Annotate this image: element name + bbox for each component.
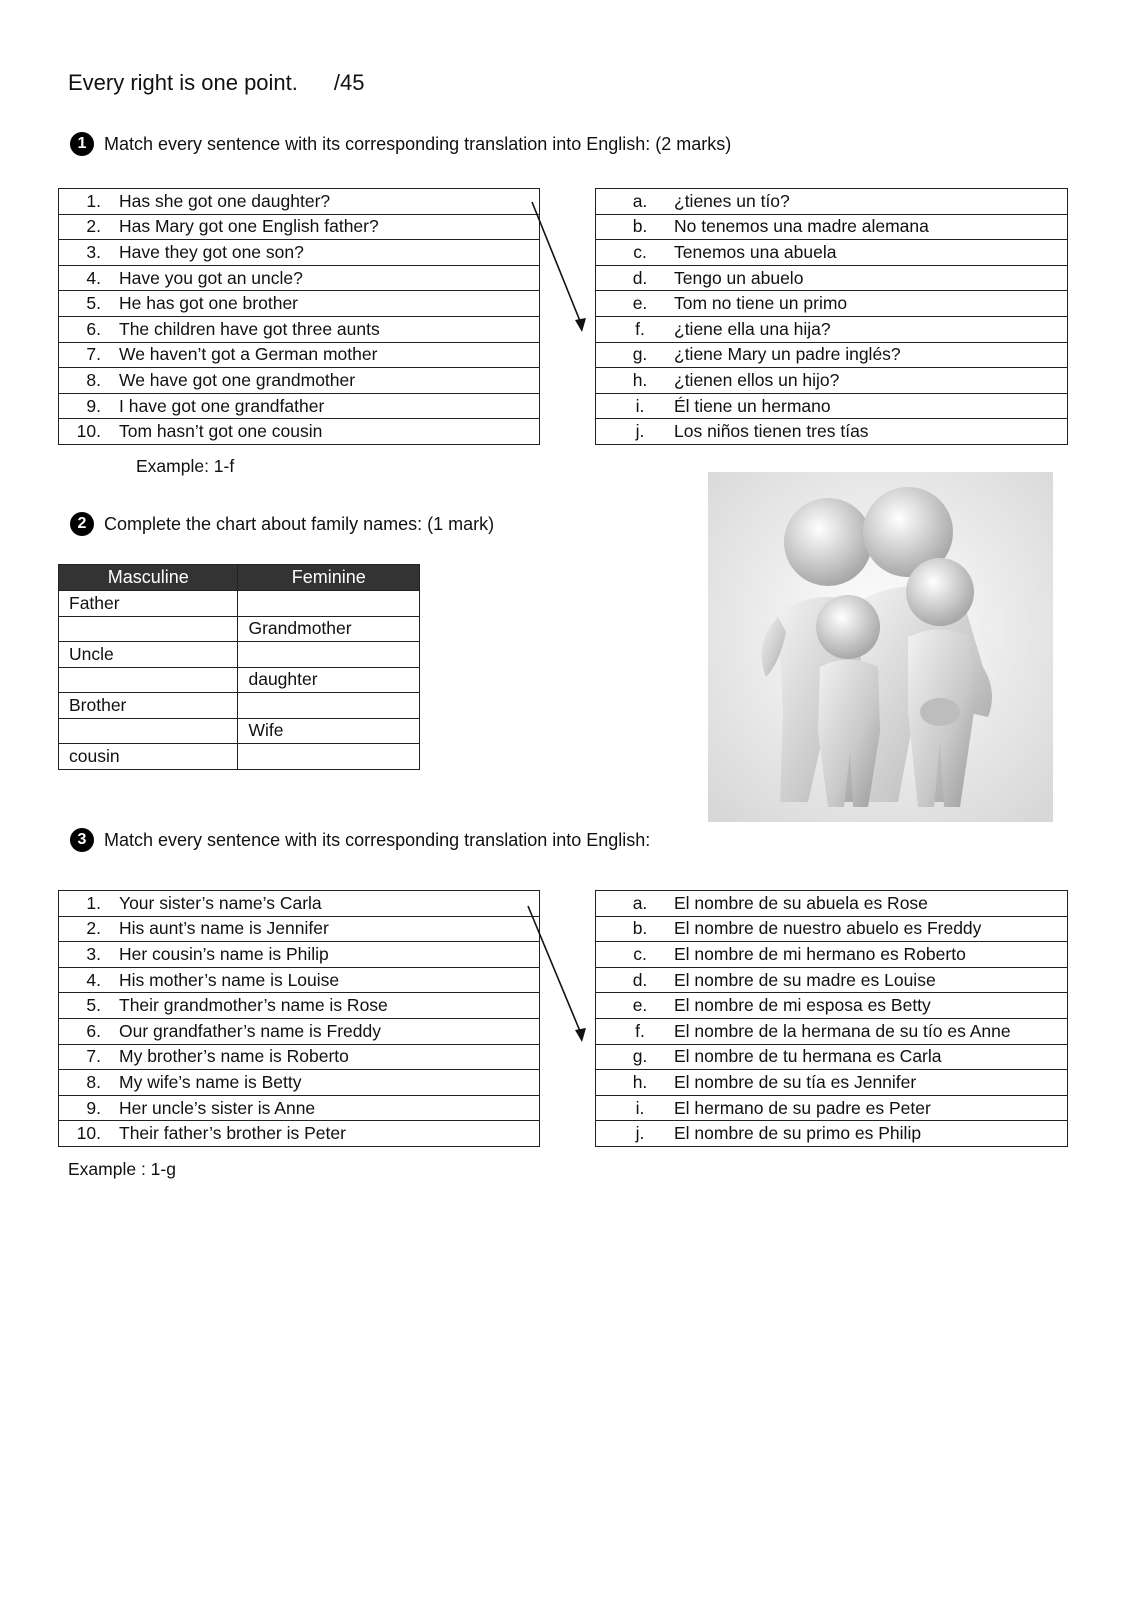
q3-left-item — [59, 1021, 539, 1042]
q1-right-text: ¿tiene Mary un padre inglés? — [674, 344, 901, 365]
q3-left-marker: 6. — [86, 1020, 101, 1041]
q1-right-row — [596, 342, 1068, 368]
q1-left-text: We haven’t got a German mother — [119, 344, 378, 365]
q1-left-cell — [59, 419, 540, 445]
q1-right-cell — [596, 342, 1068, 368]
q3-right-text: El nombre de mi esposa es Betty — [674, 995, 931, 1016]
q1-left-marker: 4. — [86, 267, 101, 288]
q3-right-item — [596, 1021, 1067, 1042]
q3-right-text: El hermano de su padre es Peter — [674, 1097, 931, 1118]
q1-left-marker: 2. — [86, 216, 101, 237]
q3-left-text: Your sister’s name’s Carla — [119, 892, 322, 913]
q3-left-row — [59, 1018, 540, 1044]
q1-right-cell — [596, 368, 1068, 394]
q1-left-item — [59, 319, 539, 340]
q3-right-text: El nombre de su madre es Louise — [674, 969, 936, 990]
family-chart-row — [59, 591, 420, 617]
q3-right-cell — [596, 891, 1068, 917]
q3-left-marker: 8. — [86, 1071, 101, 1092]
q3-left-cell — [59, 1070, 540, 1096]
q3-instruction: Match every sentence with its corresponding translation into English: — [104, 829, 651, 850]
q3-right-marker: b. — [632, 918, 648, 939]
q3-right-item — [596, 1123, 1067, 1144]
q3-right-cell — [596, 1095, 1068, 1121]
q3-left-row — [59, 967, 540, 993]
q3-left-cell — [59, 967, 540, 993]
q3-right-item — [596, 1098, 1067, 1119]
q1-left-cell — [59, 189, 540, 215]
q1-left-cell — [59, 316, 540, 342]
family-chart-row — [59, 693, 420, 719]
masculine-cell: Uncle — [59, 642, 238, 668]
q1-left-cell — [59, 265, 540, 291]
q1-right-cell — [596, 419, 1068, 445]
q1-right-item — [596, 319, 1067, 340]
q1-left-text: Have they got one son? — [119, 241, 304, 262]
masculine-cell: cousin — [59, 744, 238, 770]
feminine-cell: Wife — [238, 718, 420, 744]
q1-left-marker: 8. — [86, 369, 101, 390]
q3-example: Example : 1-g — [68, 1159, 176, 1179]
q1-right-row — [596, 291, 1068, 317]
q1-right-item — [596, 293, 1067, 314]
q3-left-marker: 9. — [86, 1097, 101, 1118]
q1-right-row — [596, 419, 1068, 445]
q1-right-text: Tom no tiene un primo — [674, 293, 848, 314]
q1-right-marker: e. — [632, 293, 648, 314]
q1-left-row — [59, 316, 540, 342]
masculine-cell[interactable] — [59, 616, 238, 642]
q1-left-item — [59, 344, 539, 365]
q3-right-text: El nombre de su tía es Jennifer — [674, 1071, 917, 1092]
q1-left-row — [59, 419, 540, 445]
q1-right-text: ¿tienes un tío? — [674, 190, 790, 211]
feminine-cell[interactable] — [238, 642, 420, 668]
q1-right-row — [596, 240, 1068, 266]
feminine-cell[interactable] — [238, 591, 420, 617]
q1-right-text: ¿tienen ellos un hijo? — [674, 369, 840, 390]
q3-right-marker: j. — [635, 1123, 645, 1144]
q1-left-marker: 5. — [86, 293, 101, 314]
q3-left-marker: 2. — [86, 918, 101, 939]
q1-right-item — [596, 242, 1067, 263]
q1-right-marker: j. — [635, 421, 645, 442]
q3-left-cell — [59, 942, 540, 968]
q3-right-row — [596, 1095, 1068, 1121]
q1-left-text: Has she got one daughter? — [119, 190, 331, 211]
q3-left-marker: 1. — [86, 892, 101, 913]
q1-left-item — [59, 268, 539, 289]
q1-right-marker: f. — [635, 318, 645, 339]
q3-number-badge: 3 — [70, 828, 94, 852]
q1-example-arrow — [520, 190, 600, 340]
q3-left-item — [59, 918, 539, 939]
q3-right-cell — [596, 916, 1068, 942]
q1-right-marker: g. — [632, 344, 648, 365]
q1-left-cell — [59, 368, 540, 394]
q1-right-text: Tenemos una abuela — [674, 241, 837, 262]
q3-right-text: El nombre de tu hermana es Carla — [674, 1046, 942, 1067]
q3-left-cell — [59, 1018, 540, 1044]
q1-instruction: Match every sentence with its corresponding translation into English: (2 marks) — [104, 133, 732, 154]
q3-right-item — [596, 918, 1067, 939]
q1-right-text: Tengo un abuelo — [674, 267, 804, 288]
family-chart-row — [59, 616, 420, 642]
q3-left-row — [59, 1044, 540, 1070]
q1-right-row — [596, 265, 1068, 291]
page-header — [68, 70, 365, 96]
q1-left-cell — [59, 291, 540, 317]
q3-right-marker: g. — [632, 1046, 648, 1067]
q1-right-item — [596, 216, 1067, 237]
q1-left-text: Has Mary got one English father? — [119, 216, 379, 237]
family-chart-row — [59, 667, 420, 693]
q3-left-table — [58, 890, 540, 1147]
q1-right-marker: h. — [632, 369, 648, 390]
q1-right-item — [596, 191, 1067, 212]
q3-right-row — [596, 1070, 1068, 1096]
q1-right-text: No tenemos una madre alemana — [674, 216, 929, 237]
q3-right-text: El nombre de su abuela es Rose — [674, 892, 928, 913]
masculine-cell[interactable] — [59, 718, 238, 744]
q1-left-row — [59, 368, 540, 394]
q3-right-text: El nombre de su primo es Philip — [674, 1123, 922, 1144]
q3-left-row — [59, 993, 540, 1019]
q3-right-marker: d. — [632, 969, 648, 990]
q1-right-row — [596, 214, 1068, 240]
q1-left-row — [59, 214, 540, 240]
q1-right-text: ¿tiene ella una hija? — [674, 318, 831, 339]
q1-left-marker: 6. — [86, 318, 101, 339]
q1-left-row — [59, 265, 540, 291]
family-chart-row — [59, 744, 420, 770]
q3-left-marker: 5. — [86, 995, 101, 1016]
q1-left-marker: 7. — [86, 344, 101, 365]
q3-right-cell — [596, 1121, 1068, 1147]
q3-right-item — [596, 1072, 1067, 1093]
q1-right-text: Los niños tienen tres tías — [674, 421, 869, 442]
q1-left-text: The children have got three aunts — [119, 318, 380, 339]
family-names-chart — [58, 564, 420, 770]
q1-left-item — [59, 370, 539, 391]
q3-left-row — [59, 1121, 540, 1147]
q3-right-cell — [596, 1044, 1068, 1070]
q1-left-item — [59, 293, 539, 314]
feminine-cell: Grandmother — [238, 616, 420, 642]
q1-left-row — [59, 342, 540, 368]
q2-heading — [70, 512, 494, 536]
q1-example: Example: 1-f — [136, 456, 235, 476]
q3-right-marker: i. — [635, 1097, 645, 1118]
q1-left-cell — [59, 214, 540, 240]
family-figures-icon — [708, 472, 1053, 822]
q1-left-item — [59, 242, 539, 263]
q1-left-item — [59, 191, 539, 212]
q1-right-item — [596, 370, 1067, 391]
q3-right-cell — [596, 993, 1068, 1019]
q3-left-text: His mother’s name is Louise — [119, 969, 340, 990]
q1-left-cell — [59, 240, 540, 266]
feminine-header: Feminine — [238, 565, 420, 591]
q3-example-arrow — [516, 896, 600, 1046]
q1-left-text: Tom hasn’t got one cousin — [119, 421, 323, 442]
q1-right-cell — [596, 240, 1068, 266]
q3-right-item — [596, 893, 1067, 914]
q3-left-item — [59, 1123, 539, 1144]
q3-right-row — [596, 1121, 1068, 1147]
q1-right-cell — [596, 316, 1068, 342]
q1-right-row — [596, 368, 1068, 394]
q3-right-row — [596, 1018, 1068, 1044]
q1-right-marker: c. — [633, 241, 647, 262]
q3-right-item — [596, 995, 1067, 1016]
q1-right-marker: i. — [635, 395, 645, 416]
q1-right-cell — [596, 265, 1068, 291]
q1-right-item — [596, 344, 1067, 365]
q1-left-text: He has got one brother — [119, 293, 299, 314]
q3-left-text: Her cousin’s name is Philip — [119, 943, 329, 964]
q3-left-marker: 10. — [76, 1123, 101, 1144]
q1-left-row — [59, 291, 540, 317]
header-score: /45 — [333, 70, 365, 95]
q3-left-row — [59, 891, 540, 917]
q3-right-row — [596, 993, 1068, 1019]
q1-left-cell — [59, 342, 540, 368]
q3-left-row — [59, 942, 540, 968]
family-figures-image — [708, 472, 1053, 822]
q1-left-item — [59, 216, 539, 237]
q3-right-table — [595, 890, 1068, 1147]
q1-right-item — [596, 268, 1067, 289]
q3-right-marker: a. — [632, 892, 648, 913]
q1-right-text: Él tiene un hermano — [674, 395, 831, 416]
header-title: Every right is one point. — [68, 70, 298, 95]
q3-left-cell — [59, 916, 540, 942]
q3-right-marker: e. — [632, 995, 648, 1016]
masculine-header: Masculine — [59, 565, 238, 591]
q2-number-badge: 2 — [70, 512, 94, 536]
q3-left-text: My brother’s name is Roberto — [119, 1046, 349, 1067]
q1-right-row — [596, 393, 1068, 419]
q1-right-item — [596, 421, 1067, 442]
q1-left-marker: 3. — [86, 241, 101, 262]
masculine-cell[interactable] — [59, 667, 238, 693]
q3-right-cell — [596, 967, 1068, 993]
q1-right-cell — [596, 393, 1068, 419]
q3-heading — [70, 828, 650, 852]
q1-right-marker: b. — [632, 216, 648, 237]
q1-right-cell — [596, 189, 1068, 215]
q1-left-row — [59, 189, 540, 215]
q1-left-table — [58, 188, 540, 445]
q3-left-row — [59, 1070, 540, 1096]
q3-left-text: My wife’s name is Betty — [119, 1071, 302, 1092]
q1-left-text: Have you got an uncle? — [119, 267, 303, 288]
masculine-cell: Father — [59, 591, 238, 617]
q3-left-item — [59, 1098, 539, 1119]
q3-right-row — [596, 1044, 1068, 1070]
q1-heading — [70, 132, 731, 156]
q3-right-row — [596, 942, 1068, 968]
q3-left-marker: 7. — [86, 1046, 101, 1067]
q1-right-marker: a. — [632, 190, 648, 211]
q1-left-item — [59, 396, 539, 417]
q1-right-row — [596, 316, 1068, 342]
q1-right-table — [595, 188, 1068, 445]
q1-right-item — [596, 396, 1067, 417]
q1-right-marker: d. — [632, 267, 648, 288]
q3-left-row — [59, 1095, 540, 1121]
q1-left-text: We have got one grandmother — [119, 369, 356, 390]
q3-left-row — [59, 916, 540, 942]
q1-left-marker: 10. — [76, 421, 101, 442]
q1-left-row — [59, 240, 540, 266]
q3-left-text: Her uncle’s sister is Anne — [119, 1097, 316, 1118]
feminine-cell[interactable] — [238, 693, 420, 719]
q3-right-item — [596, 970, 1067, 991]
q1-left-row — [59, 393, 540, 419]
q3-left-marker: 3. — [86, 943, 101, 964]
q3-right-text: El nombre de la hermana de su tío es Anne — [674, 1020, 1011, 1041]
q3-right-row — [596, 891, 1068, 917]
q3-right-item — [596, 944, 1067, 965]
q3-left-marker: 4. — [86, 969, 101, 990]
q3-left-text: Their grandmother’s name is Rose — [119, 995, 388, 1016]
q1-left-item — [59, 421, 539, 442]
q1-left-cell — [59, 393, 540, 419]
q3-left-item — [59, 944, 539, 965]
q1-left-marker: 1. — [86, 190, 101, 211]
q1-number-badge: 1 — [70, 132, 94, 156]
q1-right-row — [596, 189, 1068, 215]
q3-left-cell — [59, 1095, 540, 1121]
q3-left-item — [59, 1046, 539, 1067]
q3-left-text: Their father’s brother is Peter — [119, 1123, 346, 1144]
q3-left-cell — [59, 993, 540, 1019]
family-chart-row — [59, 642, 420, 668]
q3-right-cell — [596, 1018, 1068, 1044]
q3-right-cell — [596, 942, 1068, 968]
q3-right-marker: h. — [632, 1071, 648, 1092]
q3-left-text: His aunt’s name is Jennifer — [119, 918, 329, 939]
masculine-cell: Brother — [59, 693, 238, 719]
q1-left-marker: 9. — [86, 395, 101, 416]
q1-right-cell — [596, 291, 1068, 317]
q3-left-item — [59, 970, 539, 991]
q3-right-row — [596, 916, 1068, 942]
q3-right-marker: f. — [635, 1020, 645, 1041]
family-chart-row — [59, 718, 420, 744]
feminine-cell: daughter — [238, 667, 420, 693]
q2-instruction: Complete the chart about family names: (1 mark) — [104, 513, 495, 534]
feminine-cell[interactable] — [238, 744, 420, 770]
q1-left-text: I have got one grandfather — [119, 395, 325, 416]
q3-right-text: El nombre de nuestro abuelo es Freddy — [674, 918, 982, 939]
q3-left-item — [59, 995, 539, 1016]
q3-left-cell — [59, 891, 540, 917]
q3-right-text: El nombre de mi hermano es Roberto — [674, 943, 966, 964]
q3-left-item — [59, 1072, 539, 1093]
q3-right-row — [596, 967, 1068, 993]
q3-left-cell — [59, 1121, 540, 1147]
q3-right-marker: c. — [633, 943, 647, 964]
q3-right-item — [596, 1046, 1067, 1067]
q3-left-item — [59, 893, 539, 914]
q3-left-text: Our grandfather’s name is Freddy — [119, 1020, 381, 1041]
q3-right-cell — [596, 1070, 1068, 1096]
q3-left-cell — [59, 1044, 540, 1070]
q1-right-cell — [596, 214, 1068, 240]
